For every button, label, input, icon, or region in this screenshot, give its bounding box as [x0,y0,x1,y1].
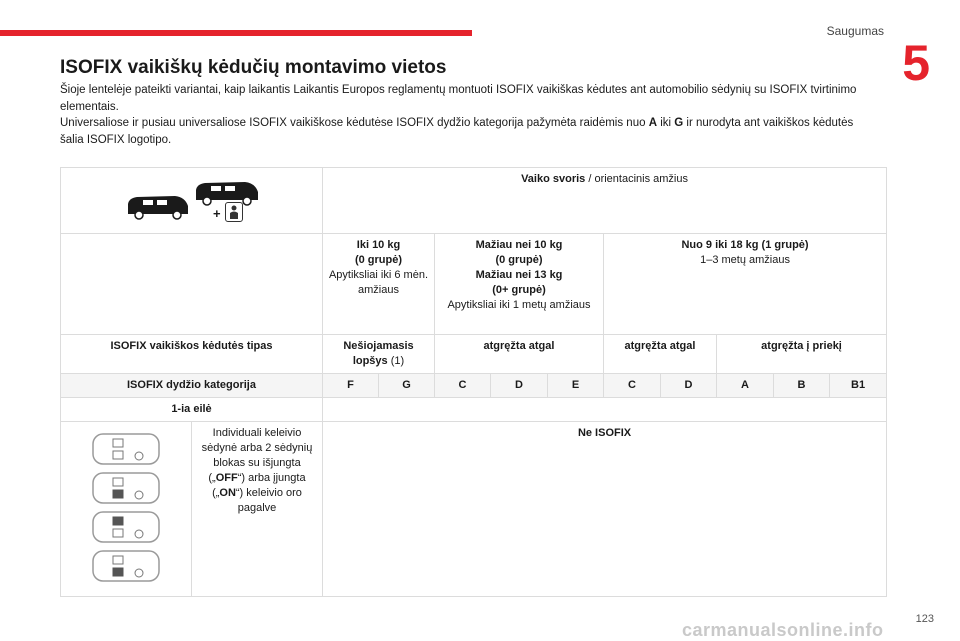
size-category: E [548,374,604,398]
type-rear-facing: atgręžta atgal [435,335,604,374]
weight-header [323,168,887,234]
size-category: B [774,374,830,398]
weight-line: Apytiksliai iki 1 metų amžiaus [447,299,591,311]
size-category: F [323,374,379,398]
isofix-table [60,167,887,597]
car-topview-icon [91,432,161,466]
car-topview-icon [91,549,161,583]
row-1-label: 1-ia eilė [61,398,323,422]
size-category: D [491,374,548,398]
weight-header-rest: / orientacinis amžius [585,173,688,185]
intro-paragraph-2 [60,115,860,148]
plus-sign: + [213,206,221,221]
size-category: B1 [830,374,887,398]
car-topview-icon [91,471,161,505]
seat-desc-part: “) arba įjungta („ [212,472,306,499]
size-category: C [435,374,491,398]
carrycot-label: Nešiojamasis lopšys [343,340,414,367]
isofix-result: Ne ISOFIX [323,422,887,597]
size-category: C [604,374,661,398]
weight-line: Mažiau nei 13 kg [475,269,563,281]
weight-group-1 [604,234,887,335]
weight-line: (0+ grupė) [492,284,546,296]
type-rear-facing: atgręžta atgal [604,335,717,374]
weight-line: Mažiau nei 10 kg [475,239,563,251]
child-seat-icon [225,202,243,222]
intro-text [60,82,860,148]
intro-p2-c: ir nurodyta ant vaikiškos kėdutės šalia ISOFIX logotipo. [60,117,854,146]
weight-line: Iki 10 kg [356,239,401,251]
intro-p2-letter-g: G [674,117,684,129]
page-number: 123 [915,613,934,625]
weight-line: (0 grupė) [354,254,403,266]
carrycot-note: (1) [387,355,405,367]
empty-cell [323,398,887,422]
weight-line: 1–3 metų amžiaus [700,254,790,266]
section-title: Saugumas [826,24,884,38]
size-category: G [379,374,435,398]
weight-group-0 [323,234,435,335]
seat-desc-part: “) keleivio oro pagalve [235,487,302,514]
section-color-bar [0,30,472,36]
weight-header-bold: Vaiko svoris [521,173,586,185]
van-icon [125,194,191,220]
intro-paragraph-1: Šioje lentelėje pateikti variantai, kaip laikantis Laikantis Europos reglamentų montuoti ISOFIX vaikiškas kėdutes ant automobilio sėdynių su ISOFIX tvirtinimo elementais. [60,84,857,113]
empty-cell [61,234,323,335]
weight-line: (0 grupė) [495,254,543,266]
intro-p2-b: iki [657,117,675,129]
size-category: D [661,374,717,398]
car-topview-icon [91,510,161,544]
seat-diagram-cell [61,422,192,597]
size-label: ISOFIX dydžio kategorija [61,374,323,398]
watermark: carmanualsonline.info [682,620,884,640]
size-category: A [717,374,774,398]
type-forward-facing: atgręžta į priekį [717,335,887,374]
weight-line: Apytiksliai iki 6 mėn. amžiaus [328,269,429,296]
type-label: ISOFIX vaikiškos kėdutės tipas [61,335,323,374]
type-carrycot [323,335,435,374]
intro-p2-letter-a: A [648,117,657,129]
vehicle-icon-cell [61,168,323,234]
weight-group-0plus [435,234,604,335]
seat-desc-part: Individuali keleivio sėdynė arba 2 sėdynių blokas su išjungta („ [201,427,313,484]
chapter-number: 5 [902,35,930,91]
airbag-on-label: ON [219,487,236,499]
page-title: ISOFIX vaikiškų kėdučių montavimo vietos [60,57,447,78]
intro-p2-a: Universaliose ir pusiau universaliose ISOFIX vaikiškose kėdutėse ISOFIX dydžio kategorija pažymėta raidėmis nuo [60,117,649,129]
weight-line: Nuo 9 iki 18 kg (1 grupė) [681,239,809,251]
airbag-off-label: OFF [215,472,238,484]
seat-description [192,422,323,597]
